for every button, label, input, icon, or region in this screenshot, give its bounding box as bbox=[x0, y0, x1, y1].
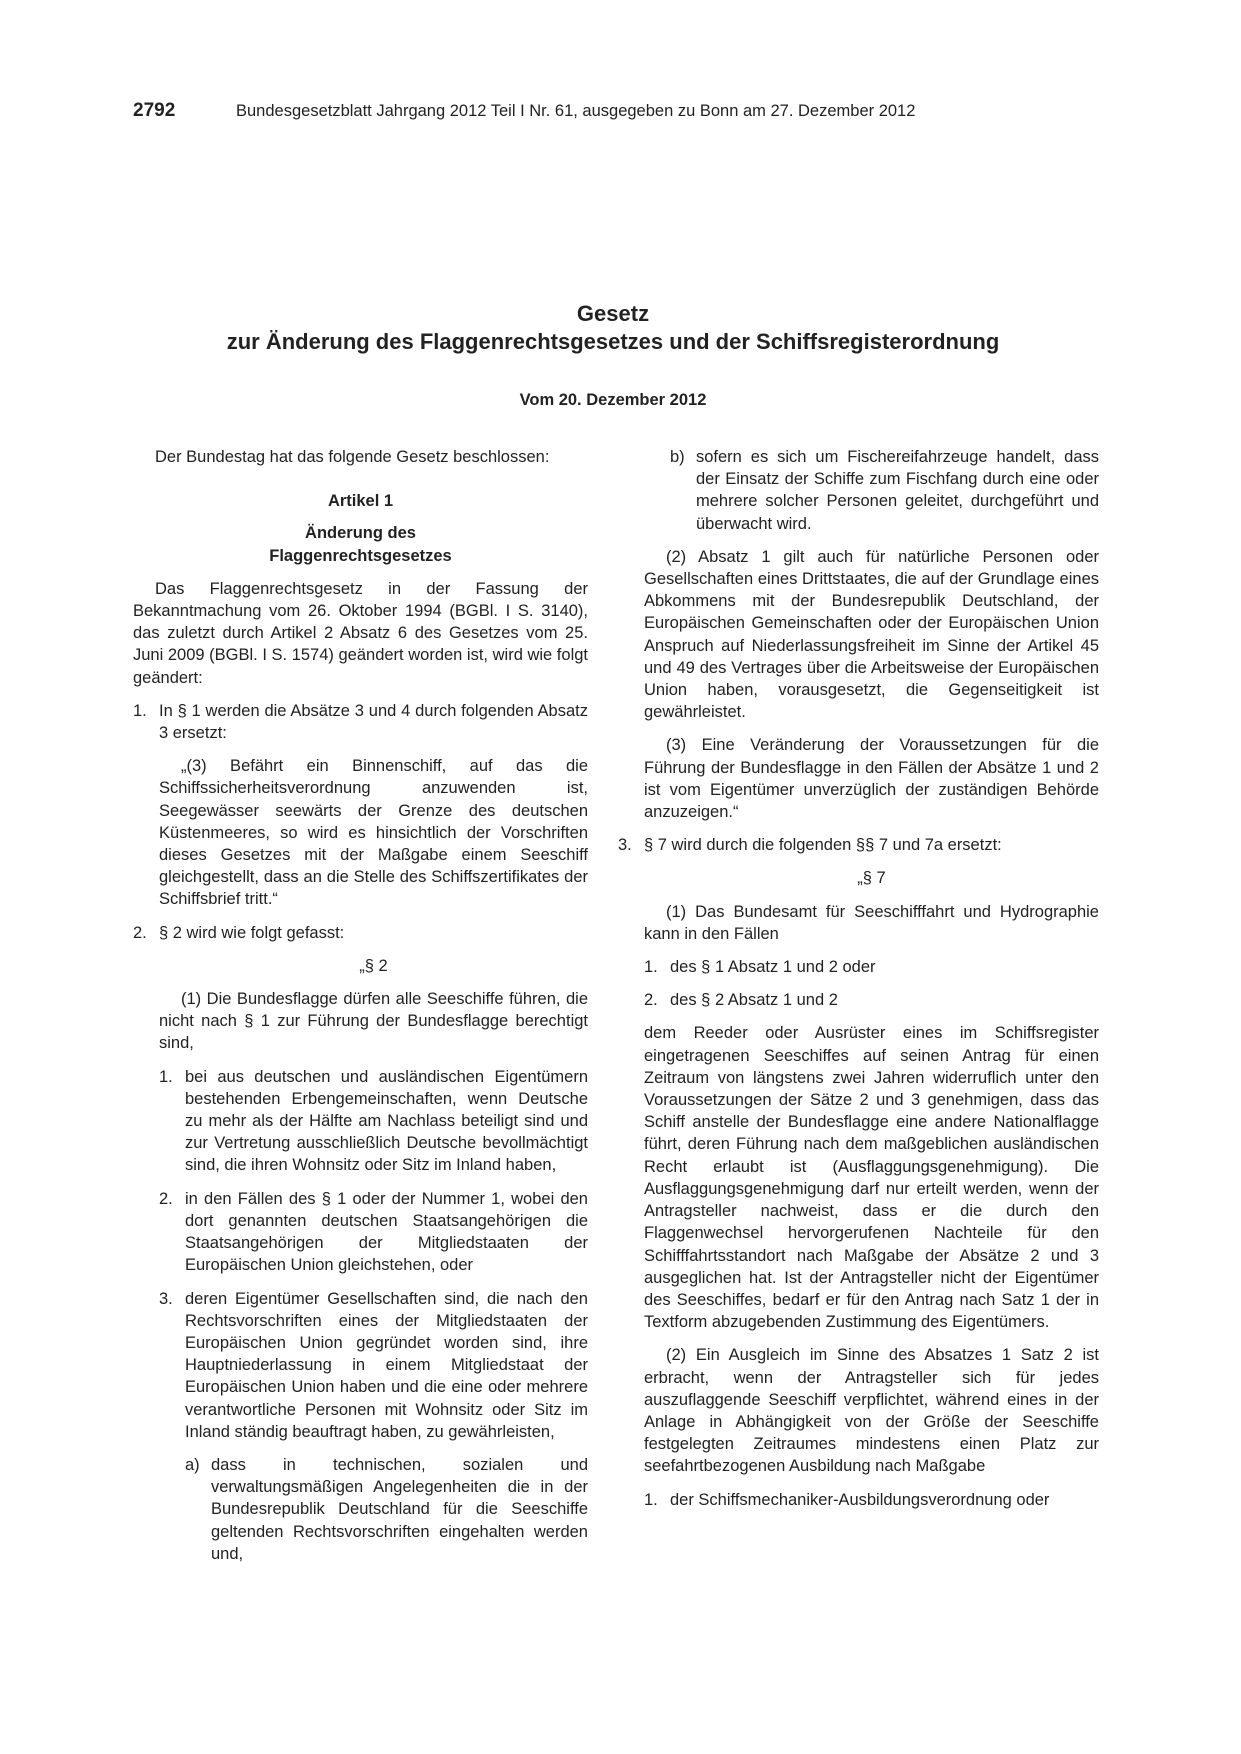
list-item bbox=[618, 834, 1099, 856]
list-item bbox=[185, 1454, 588, 1565]
item-text: des § 1 Absatz 1 und 2 oder bbox=[670, 958, 876, 977]
list-item bbox=[159, 1288, 588, 1443]
item-number: 3. bbox=[159, 1289, 173, 1308]
law-subtitle: zur Änderung des Flaggenrechtsgesetzes und der Schiffsregisterordnung bbox=[226, 329, 1000, 354]
item-text: des § 2 Absatz 1 und 2 bbox=[670, 991, 838, 1010]
item-text: der Schiffsmechaniker-Ausbildungsverordnung oder bbox=[670, 1490, 1050, 1509]
running-header bbox=[133, 100, 1091, 122]
item-number: 1. bbox=[133, 701, 147, 720]
list-item bbox=[133, 922, 588, 944]
title-block bbox=[133, 300, 1093, 410]
item-text: § 7 wird durch die folgenden §§ 7 und 7a ersetzt: bbox=[644, 836, 1002, 855]
item-number: 1. bbox=[644, 958, 658, 977]
item-text: in den Fällen des § 1 oder der Nummer 1, wobei den dort genannten deutschen Staatsangehörigen die Staatsangehörigen der Mitgliedstaaten der Europäischen Union gleichstehen, oder bbox=[185, 1189, 588, 1275]
item-number: 2. bbox=[644, 991, 658, 1010]
law-date: Vom 20. Dezember 2012 bbox=[519, 391, 707, 409]
page-number: 2792 bbox=[133, 100, 176, 121]
list-item bbox=[644, 956, 1099, 978]
section-paragraph: dem Reeder oder Ausrüster eines im Schiffsregister eingetragenen Seeschiffes auf seinen Antrag für einen Zeitraum von längstens zwei Jahren widerruflich unter den Voraussetzungen der Sätze 2 und 3 genehmigen, dass das Schiff anstelle der Bundesflagge eine andere Nationalflagge führt, deren Führung nach dem maßgeblichen ausländischen Recht erlaubt ist (Ausflaggungsgenehmigung). Die Ausflaggungsgenehmigung darf nur erteilt werden, wenn der Antragsteller nachweist, dass er die durch den Flaggenwechsel hervorgerufenen Nachteile für den Schifffahrtsstandort nach Maßgabe der Absätze 2 und 3 ausgeglichen hat. Ist der Antragsteller nicht der Eigentümer des Seeschiffes, bedarf er für den Antrag nach Satz 1 der in Textform abzugebenden Zustimmung des Eigentümers. bbox=[644, 1024, 1099, 1332]
item-number: 1. bbox=[159, 1067, 173, 1086]
running-title: Bundesgesetzblatt Jahrgang 2012 Teil I Nr. 61, ausgegeben zu Bonn am 27. Dezember 2012 bbox=[236, 102, 916, 120]
list-item bbox=[159, 1066, 588, 1177]
item-letter: b) bbox=[670, 448, 685, 466]
item-number: 3. bbox=[618, 836, 632, 855]
item-text: bei aus deutschen und ausländischen Eigentümern bestehenden Erbengemeinschaften, wenn Deutsche zu mehr als der Hälfte am Nachlass beteiligt sind und zur Vertretung ausschließlich Deutsche bevollmächtigt sind, die ihren Wohnsitz oder Sitz im Inland haben, bbox=[185, 1067, 588, 1175]
intro-paragraph: Der Bundestag hat das folgende Gesetz beschlossen: bbox=[155, 448, 550, 466]
quoted-paragraph: „(3) Befährt ein Binnenschiff, auf das die Schiffssicherheitsverordnung anzuwenden ist, Seegewässer seewärts der Grenze des deutschen Küstenmeeres, so wird es hinsichtlich der Vorschriften dieses Gesetzes mit der Maßgabe einem Seeschiff gleichgestellt, dass an die Stelle des Schiffszertifikates der Schiffsbrief tritt.“ bbox=[159, 757, 588, 909]
article-paragraph: Das Flaggenrechtsgesetz in der Fassung der Bekanntmachung vom 26. Oktober 1994 (BGBl. I S. 3140), das zuletzt durch Artikel 2 Absatz 6 des Gesetzes vom 25. Juni 2009 (BGBl. I S. 1574) geändert worden ist, wird wie folgt geändert: bbox=[133, 579, 588, 687]
section-paragraph: (1) Das Bundesamt für Seeschifffahrt und Hydrographie kann in den Fällen bbox=[644, 902, 1099, 943]
list-item bbox=[670, 446, 1099, 535]
list-item bbox=[133, 700, 588, 744]
item-letter: a) bbox=[185, 1455, 200, 1474]
item-number: 2. bbox=[159, 1189, 173, 1208]
item-text: sofern es sich um Fischereifahrzeuge handelt, dass der Einsatz der Schiffe zum Fischfang durch eine oder mehrere solcher Personen geleitet, durchgeführt und überwacht wird. bbox=[696, 448, 1099, 533]
law-title: Gesetz bbox=[576, 301, 650, 326]
right-column bbox=[618, 446, 1099, 1522]
section-paragraph: (2) Absatz 1 gilt auch für natürliche Personen oder Gesellschaften eines Drittstaates, die auf der Grundlage eines Abkommens mit der Bundesrepublik Deutschland, der Europäischen Gemeinschaften oder der Europäischen Union Anspruch auf Niederlassungsfreiheit im Sinne der Artikel 45 und 49 des Vertrages über die Arbeitsweise der Europäischen Union haben, vorausgesetzt, die Gegenseitigkeit ist gewährleistet. bbox=[644, 547, 1099, 722]
item-text: In § 1 werden die Absätze 3 und 4 durch folgenden Absatz 3 ersetzt: bbox=[159, 701, 588, 743]
article-subtitle: Änderung des Flaggenrechtsgesetzes bbox=[269, 524, 452, 565]
section-paragraph: (1) Die Bundesflagge dürfen alle Seeschiffe führen, die nicht nach § 1 zur Führung der Bundesflagge berechtigt sind, bbox=[159, 990, 588, 1053]
section-paragraph: (2) Ein Ausgleich im Sinne des Absatzes 1 Satz 2 ist erbracht, wenn der Antragsteller sich für jedes auszuflaggende Seeschiff verpflichtet, während eines in der Anlage in Abhängigkeit von der Größe der Seeschiffe festgelegten Zeitraumes mindestens einen Platz zur seefahrtbezogenen Ausbildung nach Maßgabe bbox=[644, 1346, 1099, 1476]
item-number: 2. bbox=[133, 923, 147, 942]
item-text: deren Eigentümer Gesellschaften sind, die nach den Rechtsvorschriften eines der Mitgliedstaaten der Europäischen Union gegründet worden sind, ihre Hauptniederlassung in einem Mitgliedstaat der Europäischen Union haben und die eine oder mehrere verantwortliche Personen mit Wohnsitz oder Sitz im Inland ständig beauftragt haben, zu gewährleisten, bbox=[185, 1289, 588, 1441]
section-paragraph: (3) Eine Veränderung der Voraussetzungen für die Führung der Bundesflagge in den Fällen der Absätze 1 und 2 ist vom Eigentümer unverzüglich der zuständigen Behörde anzuzeigen.“ bbox=[644, 736, 1099, 822]
item-number: 1. bbox=[644, 1490, 658, 1509]
list-item bbox=[644, 989, 1099, 1011]
list-item bbox=[644, 1489, 1099, 1511]
list-item bbox=[159, 1188, 588, 1277]
section-heading: „§ 2 bbox=[359, 956, 388, 975]
section-heading: „§ 7 bbox=[857, 869, 886, 888]
item-text: § 2 wird wie folgt gefasst: bbox=[159, 923, 345, 942]
article-title: Artikel 1 bbox=[327, 492, 394, 511]
left-column bbox=[133, 446, 588, 1576]
item-text: dass in technischen, sozialen und verwaltungsmäßigen Angelegenheiten die in der Bundesrepublik Deutschland für die Seeschiffe geltenden Rechtsvorschriften eingehalten werden und, bbox=[211, 1455, 588, 1563]
